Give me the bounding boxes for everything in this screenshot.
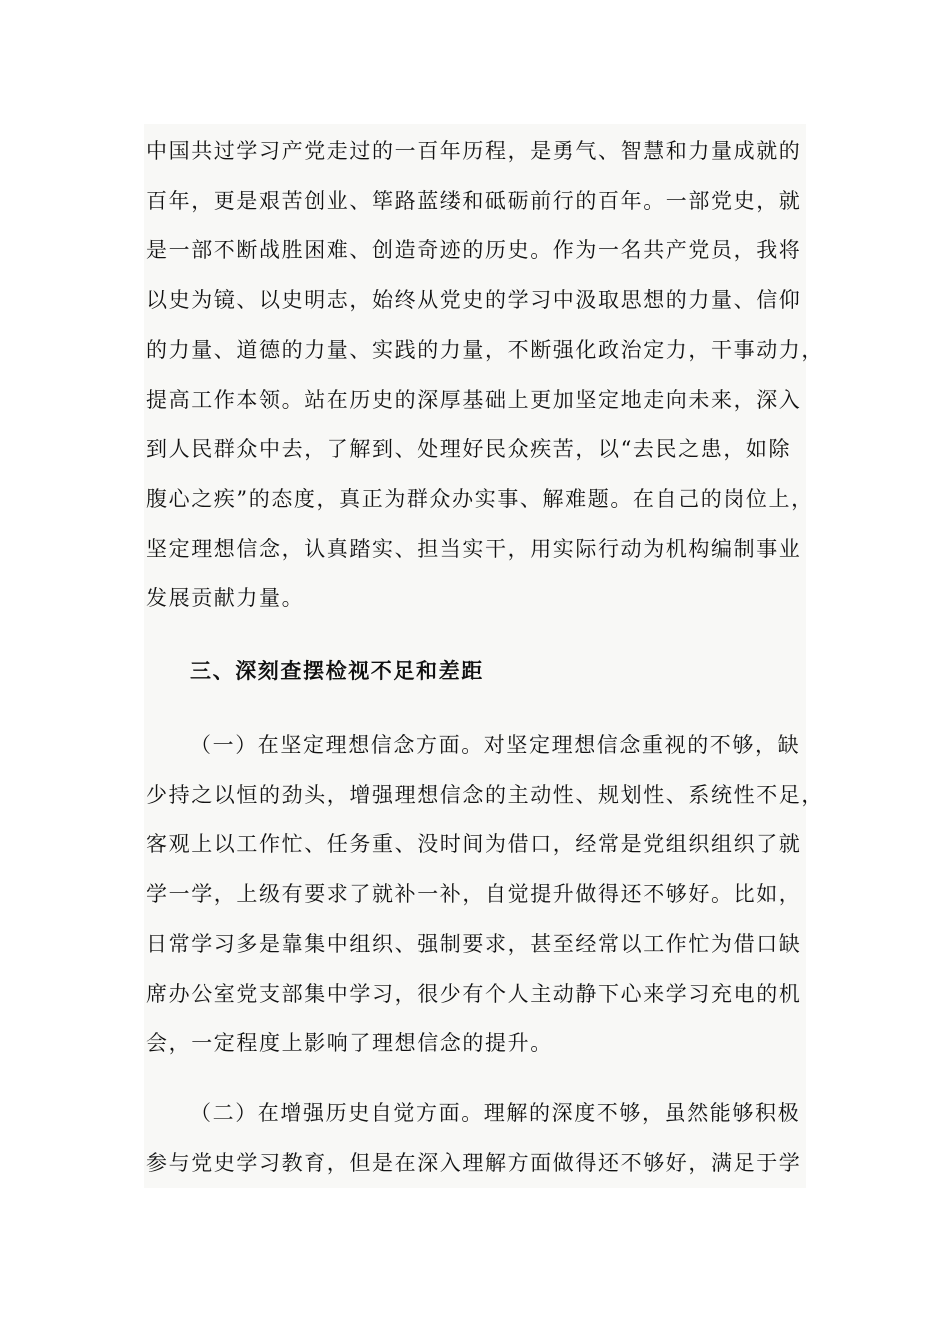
text-line: 参与党史学习教育，但是在深入理解方面做得还不够好，满足于学 [146,1150,802,1175]
text-line: 日常学习多是靠集中组织、强制要求，甚至经常以工作忙为借口缺 [146,931,802,956]
text-line: 会，一定程度上影响了理想信念的提升。 [146,1031,553,1056]
text-line: 腹心之疾”的态度，真正为群众办实事、解难题。在自己的岗位上， [146,486,814,511]
text-line: 到人民群众中去，了解到、处理好民众疾苦，以“去民之患，如除 [146,437,792,462]
text-line: 以史为镜、以史明志，始终从党史的学习中汲取思想的力量、信仰 [146,288,802,313]
text-line: 少持之以恒的劲头，增强理想信念的主动性、规划性、系统性不足， [146,782,824,807]
document-page [144,124,824,1188]
text-line: （一）在坚定理想信念方面。对坚定理想信念重视的不够，缺 [190,733,801,757]
section-heading: 三、深刻查摆检视不足和差距 [190,658,484,683]
text-line: 坚定理想信念，认真踏实、担当实干，用实际行动为机构编制事业 [146,536,802,561]
text-line: 是一部不断战胜困难、创造奇迹的历史。作为一名共产党员，我将 [146,238,802,263]
text-line: （二）在增强历史自觉方面。理解的深度不够，虽然能够积极 [190,1101,801,1125]
text-line: 席办公室党支部集中学习，很少有个人主动静下心来学习充电的机 [146,981,802,1006]
text-line: 的力量、道德的力量、实践的力量，不断强化政治定力，干事动力， [146,337,824,362]
text-line: 中国共过学习产党走过的一百年历程，是勇气、智慧和力量成就的 [146,139,802,163]
text-line: 客观上以工作忙、任务重、没时间为借口，经常是党组织组织了就 [146,832,802,857]
text-line: 提高工作本领。站在历史的深厚基础上更加坚定地走向未来，深入 [146,387,802,412]
text-line: 学一学，上级有要求了就补一补，自觉提升做得还不够好。比如， [146,882,802,907]
text-line: 发展贡献力量。 [146,586,305,611]
text-line: 百年，更是艰苦创业、筚路蓝缕和砥砺前行的百年。一部党史，就 [146,188,802,213]
